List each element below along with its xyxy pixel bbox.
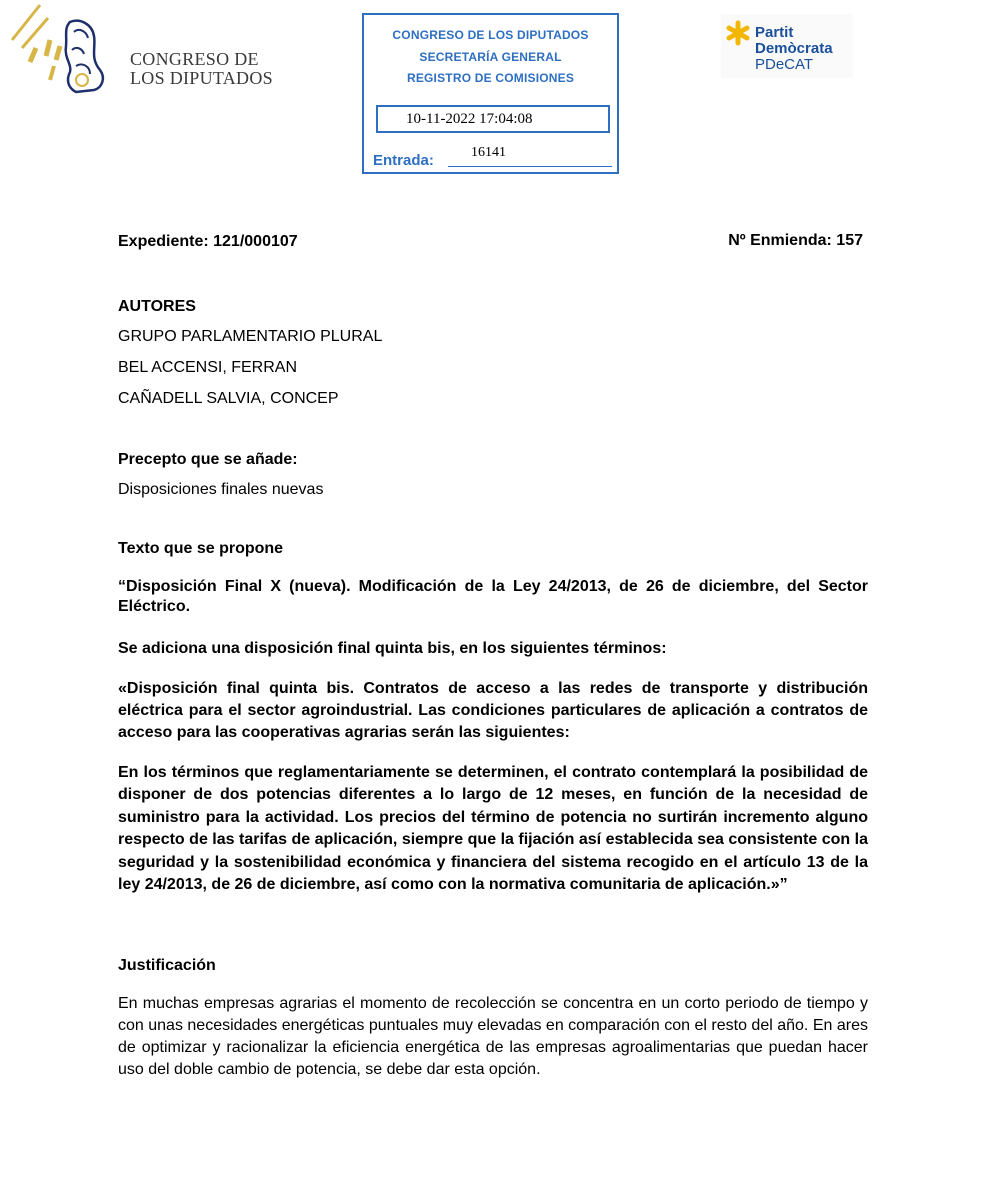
party-logo (721, 14, 853, 78)
precepto-value: Disposiciones finales nuevas (118, 481, 324, 498)
stamp-entrada-underline (448, 166, 612, 167)
texto-paragraph: Se adiciona una disposición final quinta bis, en los siguientes términos: (118, 640, 667, 657)
texto-heading: Texto que se propone (118, 540, 284, 557)
expediente: Expediente: 121/000107 (118, 233, 298, 250)
texto-paragraph: «Disposición final quinta bis. Contratos de acceso a las redes de transporte y distribución eléctrica para el sector agroindustrial. Las condiciones particulares de aplicación a contratos de acceso para las cooperativas agrarias serán las siguientes: (118, 680, 868, 741)
autores-heading: AUTORES (118, 298, 196, 315)
star-icon (725, 20, 751, 46)
party-logo-line1: Partit (755, 24, 794, 41)
precepto-heading: Precepto que se añade: (118, 451, 298, 468)
stamp-datetime: 10-11-2022 17:04:08 (406, 111, 533, 127)
enmienda-number: Nº Enmienda: 157 (728, 232, 863, 249)
texto-paragraph: En los términos que reglamentariamente se determinen, el contrato contemplará la posibilidad de disponer de dos potencias diferentes a lo largo de 12 meses, en función de la necesidad de suministro para la actividad. Los precios del término de potencia no surtirán incremento alguno respecto de las tarifas de aplicación, siempre que la fijación así establecida sea consistente con la seguridad y la sostenibilidad económica y financiera del sistema recogido en el artículo 13 de la ley 24/2013, de 26 de diciembre, así como con la normativa comunitaria de aplicación.»” (118, 764, 868, 894)
stamp-line-3: REGISTRO DE COMISIONES (406, 71, 575, 85)
congreso-logo (10, 0, 280, 100)
congreso-logo-line2: LOS DIPUTADOS (130, 68, 273, 88)
stamp-entrada-number: 16141 (471, 145, 506, 160)
stamp-date-box (376, 105, 610, 133)
justificacion-heading: Justificación (118, 957, 216, 974)
congreso-logo-line1: CONGRESO DE (130, 49, 259, 69)
stamp-line-1: CONGRESO DE LOS DIPUTADOS (392, 28, 589, 42)
autor-item: CAÑADELL SALVIA, CONCEP (118, 390, 339, 407)
party-logo-line3: PDeCAT (755, 56, 814, 73)
stamp-entrada-label: Entrada: (373, 152, 434, 169)
party-logo-line2: Demòcrata (755, 40, 833, 57)
texto-paragraph: “Disposición Final X (nueva). Modificación de la Ley 24/2013, de 26 de diciembre, del Sector Eléctrico. (118, 578, 868, 615)
justificacion-text: En muchas empresas agrarias el momento de recolección se concentra en un corto periodo de tiempo y con unas necesidades energéticas puntuales muy elevadas en comparación con el resto del año. En ares de optimizar y racionalizar la eficiencia energética de las empresas agroalimentarias que puedan hacer uso del doble cambio de potencia, se debe dar esta opción. (118, 995, 868, 1078)
autor-item: BEL ACCENSI, FERRAN (118, 359, 298, 376)
lion-emblem-icon (10, 0, 130, 100)
autor-item: GRUPO PARLAMENTARIO PLURAL (118, 328, 383, 345)
stamp-line-2: SECRETARÍA GENERAL (419, 50, 562, 64)
registration-stamp (362, 13, 619, 174)
